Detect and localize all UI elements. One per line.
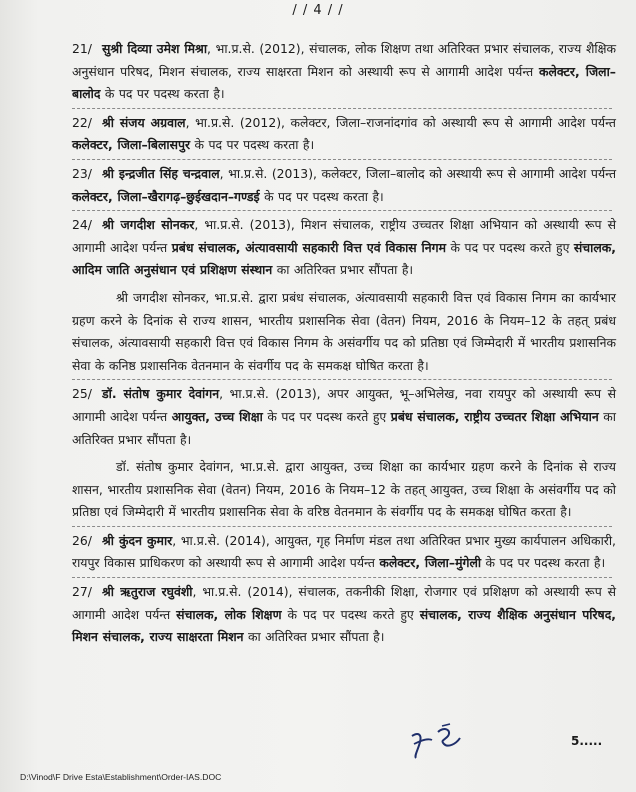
order-entry-24 <box>72 214 616 282</box>
entry-mid: के पद पर पदस्थ करते हुए <box>281 606 420 622</box>
separator-line <box>72 379 612 380</box>
additional-charge-title: संचालक, आदिम जाति अनुसंधान एवं प्रशिक्षण संस्थान <box>72 239 616 278</box>
entry-number: 21/ <box>72 41 92 56</box>
officer-name: श्री इन्द्रजीत सिंह चन्द्रवाल <box>102 165 220 181</box>
order-entry-26 <box>72 530 616 575</box>
entry-text: , भा.प्र.से. (2012), संचालक, लोक शिक्षण तथा अतिरिक्त प्रभार संचालक, राज्य शैक्षिक अनुसंधान परिषद, मिशन संचालक, राज्य साक्षरता मिशन को अस्थायी रूप से आगामी आदेश पर्यन्त <box>72 41 616 79</box>
order-entry-21 <box>72 38 616 106</box>
next-page-marker: 5..... <box>571 734 603 748</box>
order-body <box>72 38 616 649</box>
entry-tail: के पद पर पदस्थ करता है। <box>259 188 384 204</box>
entry-number: 24/ <box>72 217 92 233</box>
entry-mid: के पद पर पदस्थ करते हुए <box>262 408 391 424</box>
file-path-footer: D:\Vinod\F Drive Esta\Establishment\Order-IAS.DOC <box>20 772 222 782</box>
entry-number: 26/ <box>72 532 92 548</box>
posting-title: आयुक्त, उच्च शिक्षा <box>171 408 263 424</box>
officer-name: श्री संजय अग्रवाल <box>102 114 186 130</box>
initials-signature <box>408 722 468 762</box>
entry-text: , भा.प्र.से. (2013), मिशन संचालक, राष्ट्रीय उच्चतर शिक्षा अभियान को अस्थायी रूप से आगामी आदेश पर्यन्त <box>72 217 616 255</box>
entry-number: 25/ <box>72 386 92 402</box>
separator-line <box>72 526 612 527</box>
officer-name: सुश्री दिव्या उमेश मिश्रा <box>102 41 208 56</box>
entry-text: , भा.प्र.से. (2014), संचालक, तकनीकी शिक्षा, रोजगार एवं प्रशिक्षण को अस्थायी रूप से आगामी आदेश पर्यन्त <box>72 584 616 622</box>
entry-tail: का अतिरिक्त प्रभार सौंपता है। <box>272 262 414 278</box>
separator-line <box>72 577 612 578</box>
posting-title: कलेक्टर, जिला–खैरागढ़–छुईखदान–गण्डई <box>72 188 260 204</box>
entry-number: 27/ <box>72 584 92 600</box>
officer-name: श्री जगदीश सोनकर <box>102 217 195 233</box>
separator-line <box>72 159 612 160</box>
posting-title: कलेक्टर, जिला–बालोद <box>72 63 616 102</box>
entry-number: 23/ <box>72 165 92 181</box>
entry-tail: के पद पर पदस्थ करता है। <box>481 555 606 571</box>
officer-name: डॉ. संतोष कुमार देवांगन <box>102 386 220 402</box>
order-entry-24-note: श्री जगदीश सोनकर, भा.प्र.से. द्वारा प्रबंध संचालक, अंत्यावसायी सहकारी वित्त एवं विकास निगम का कार्यभार ग्रहण करने के दिनांक से राज्य शासन, भारतीय प्रशासनिक सेवा (वेतन) नियम, 2016 के नियम–12 के तहत् प्रबंध संचालक, अंत्यावसायी सहकारी वित्त एवं विकास निगम के असंवर्गीय पद को प्रतिष्ठा एवं जिम्मेदारी में भारतीय प्रशासनिक सेवा के कनिष्ठ प्रशासनिक वेतनमान के संवर्गीय पद के समकक्ष घोषित करता है। <box>72 289 616 373</box>
entry-text: , भा.प्र.से. (2014), आयुक्त, गृह निर्माण मंडल तथा अतिरिक्त प्रभार मुख्य कार्यपालन अधिकारी, रायपुर विकास प्राधिकरण को अस्थायी रूप से आगामी आदेश पर्यन्त <box>72 532 616 571</box>
order-entry-25-note: डॉ. संतोष कुमार देवांगन, भा.प्र.से. द्वारा आयुक्त, उच्च शिक्षा का कार्यभार ग्रहण करने के दिनांक से राज्य शासन, भारतीय प्रशासनिक सेवा (वेतन) नियम, 2016 के नियम–12 के तहत् आयुक्त, उच्च शिक्षा के असंवर्गीय पद को प्रतिष्ठा एवं जिम्मेदारी में भारतीय प्रशासनिक सेवा के वरिष्ठ वेतनमान के संवर्गीय पद के समकक्ष घोषित करता है। <box>72 459 616 520</box>
order-entry-23 <box>72 163 616 208</box>
posting-title: कलेक्टर, जिला–बिलासपुर <box>72 137 191 153</box>
entry-tail: का अतिरिक्त प्रभार सौंपता है। <box>72 408 616 447</box>
officer-name: श्री कुंदन कुमार <box>102 532 173 548</box>
entry-text: , भा.प्र.से. (2013), कलेक्टर, जिला–बालोद को अस्थायी रूप से आगामी आदेश पर्यन्त <box>219 165 617 181</box>
entry-text: , भा.प्र.से. (2012), कलेक्टर, जिला–राजनांदगांव को अस्थायी रूप से आगामी आदेश पर्यन्त <box>185 114 616 130</box>
order-entry-25 <box>72 383 616 451</box>
separator-line <box>72 108 612 109</box>
posting-title: कलेक्टर, जिला–मुंगेली <box>379 555 482 571</box>
page-number-header: / / 4 / / <box>292 3 344 18</box>
separator-line <box>72 210 612 211</box>
entry-mid: के पद पर पदस्थ करते हुए <box>446 239 574 255</box>
entry-number: 22/ <box>72 114 92 130</box>
order-entry-22 <box>72 112 616 157</box>
posting-title: संचालक, लोक शिक्षण <box>176 606 282 622</box>
entry-tail: के पद पर पदस्थ करता है। <box>190 137 315 153</box>
officer-name: श्री ऋतुराज रघुवंशी <box>102 584 193 600</box>
entry-tail: के पद पर पदस्थ करता है। <box>100 86 225 102</box>
entry-text: , भा.प्र.से. (2013), अपर आयुक्त, भू–अभिलेख, नवा रायपुर को अस्थायी रूप से आगामी आदेश पर्यन्त <box>72 386 616 424</box>
posting-title: प्रबंध संचालक, अंत्यावसायी सहकारी वित्त एवं विकास निगम <box>171 239 447 255</box>
additional-charge-title: प्रबंध संचालक, राष्ट्रीय उच्चतर शिक्षा अभियान <box>390 408 599 424</box>
order-entry-27 <box>72 581 616 649</box>
entry-tail: का अतिरिक्त प्रभार सौंपता है। <box>243 629 385 645</box>
additional-charge-title: संचालक, राज्य शैक्षिक अनुसंधान परिषद, मिशन संचालक, राज्य साक्षरता मिशन <box>72 606 617 645</box>
